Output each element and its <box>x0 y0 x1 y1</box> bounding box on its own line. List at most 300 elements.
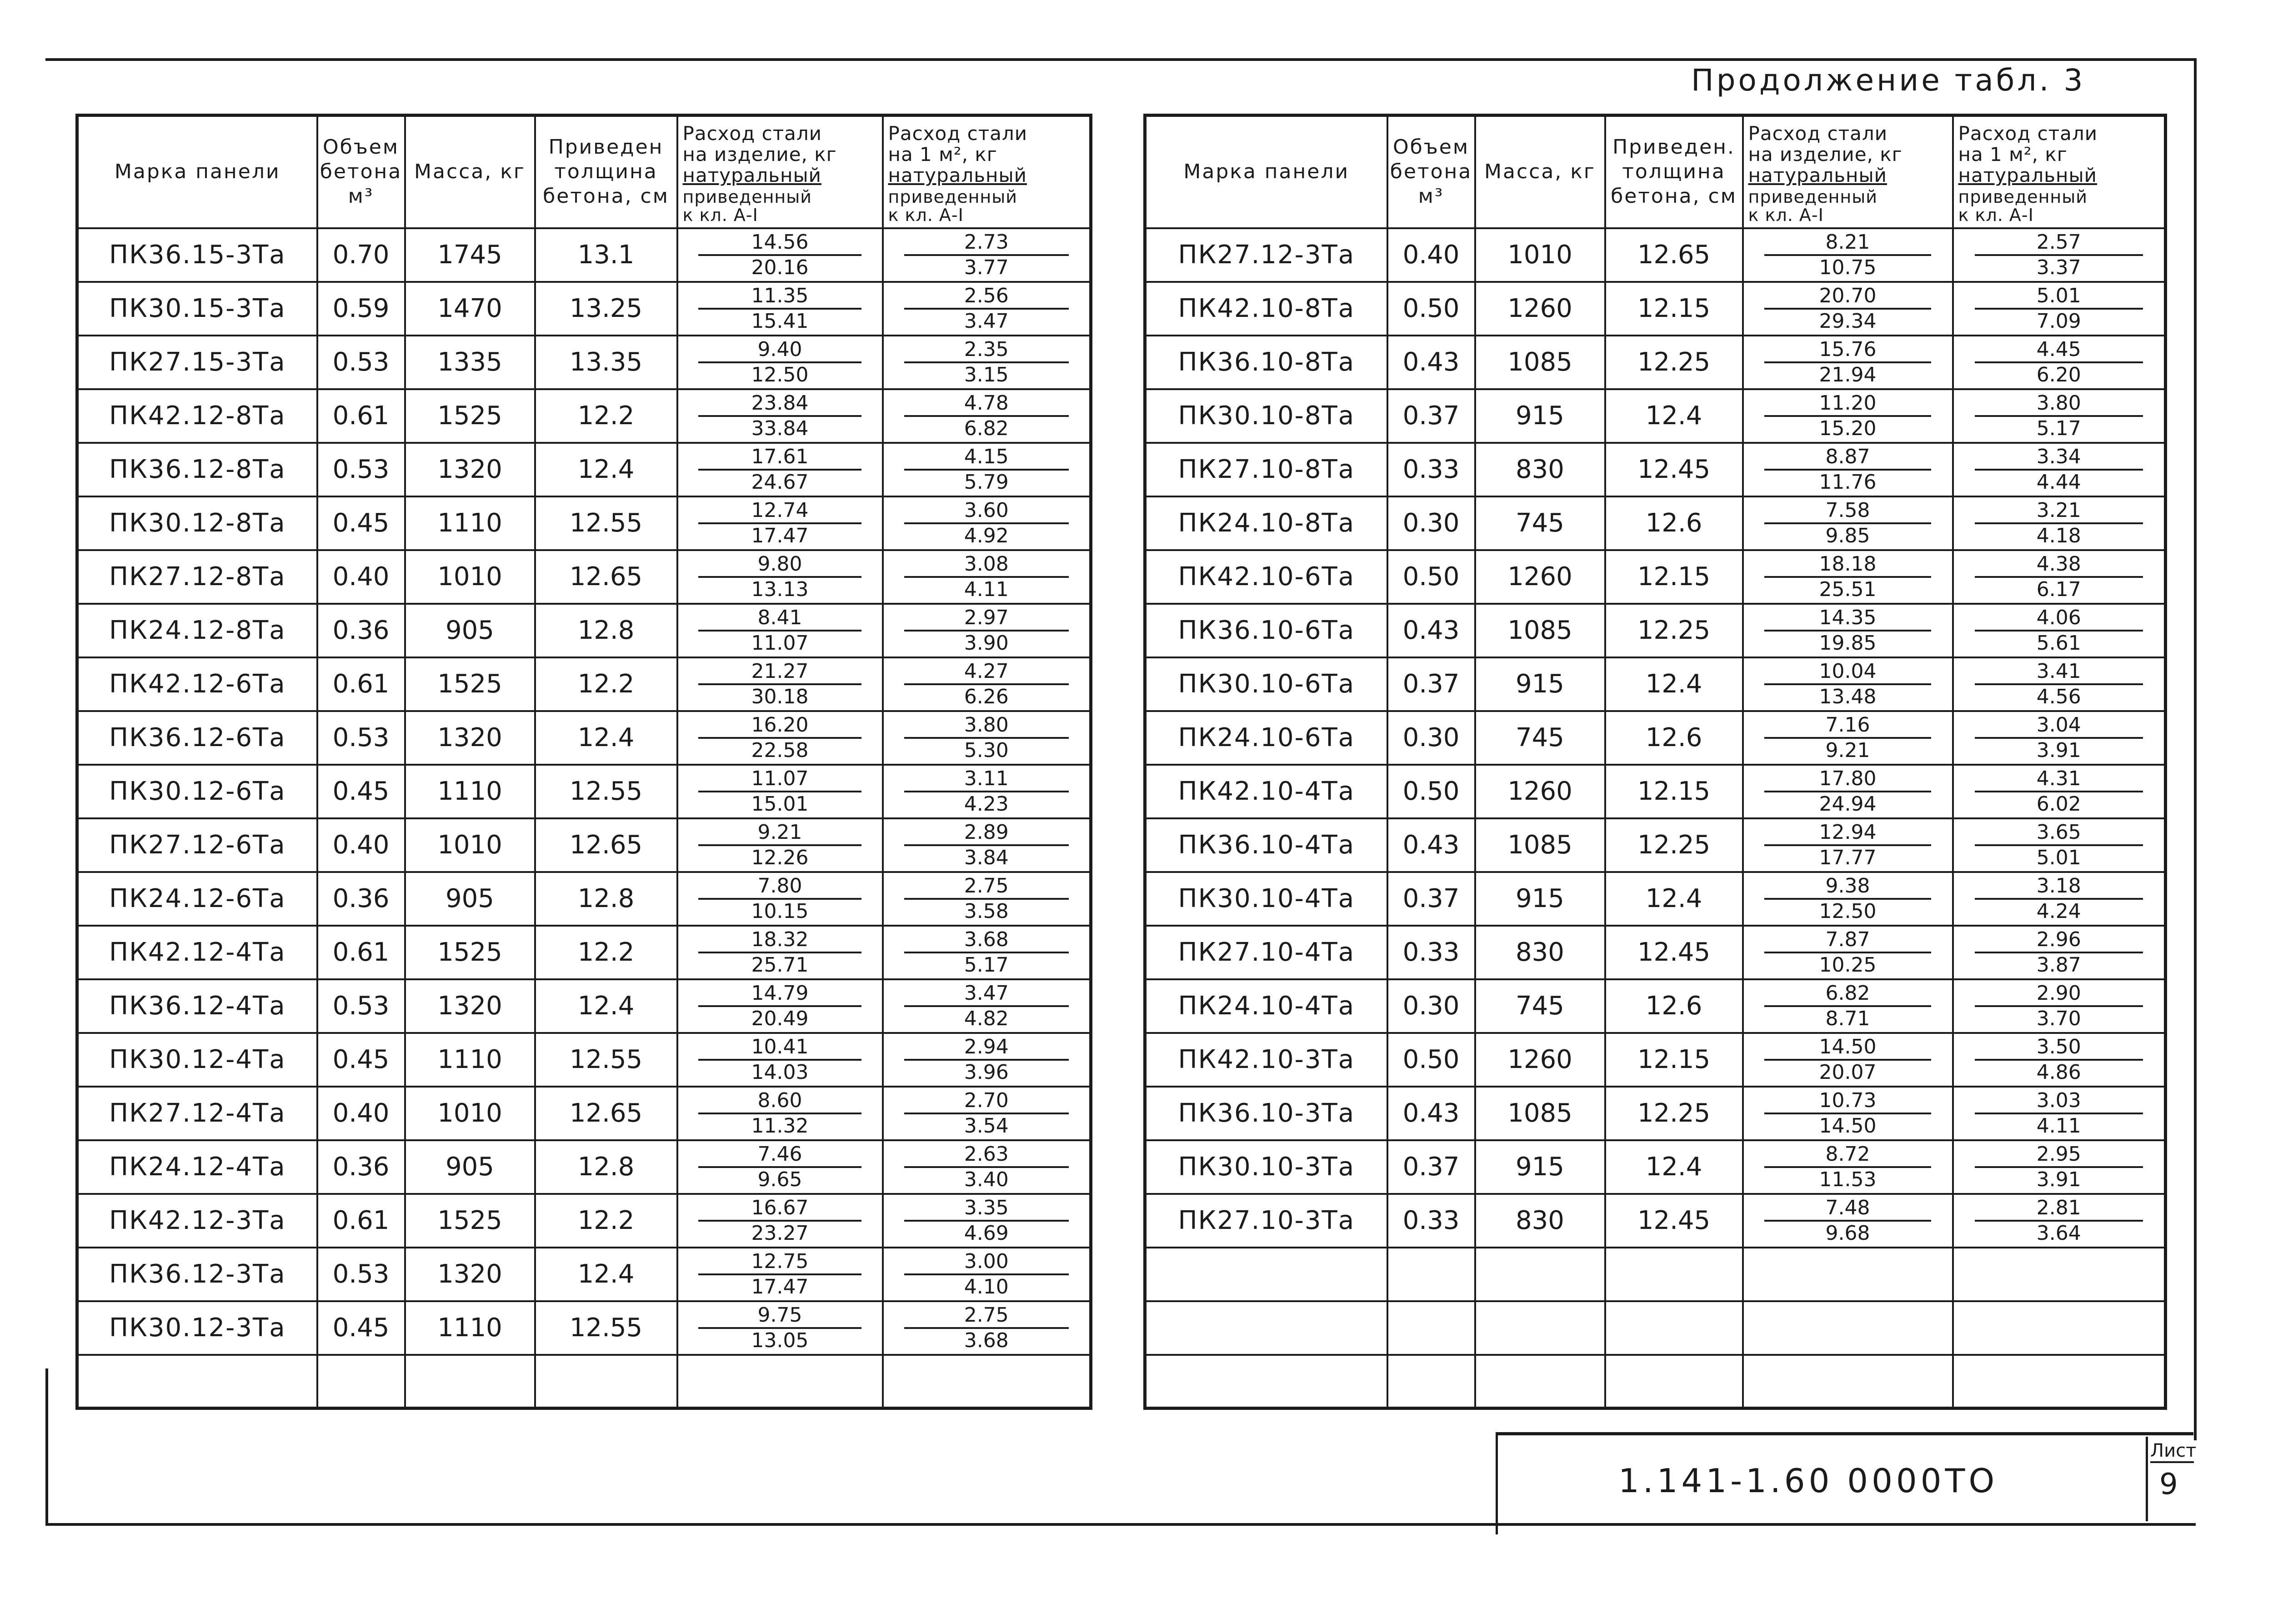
left-table-body <box>77 228 1091 1408</box>
concrete-volume: 0.61 <box>317 657 405 711</box>
steel-item-cell <box>677 765 883 818</box>
steel-item-fraction <box>1764 1089 1931 1138</box>
panel-mass: 745 <box>1475 711 1605 765</box>
steel-m2-cell <box>883 711 1091 765</box>
steel-m2-reduced: 6.82 <box>964 416 1009 440</box>
steel-item-fraction <box>1764 982 1931 1031</box>
concrete-volume: 0.50 <box>1387 765 1475 818</box>
panel-mark: ПК42.10-3Та <box>1145 1033 1387 1087</box>
table-caption: Продолжение табл. 3 <box>1691 63 2086 98</box>
steel-item-cell <box>1743 336 1953 389</box>
steel-item-cell <box>677 389 883 443</box>
steel-m2-fraction <box>1975 821 2143 870</box>
steel-m2-natural: 4.06 <box>1975 606 2143 632</box>
steel-m2-reduced: 5.17 <box>964 953 1009 977</box>
steel-item-natural: 18.32 <box>698 928 861 953</box>
steel-item-cell <box>677 657 883 711</box>
empty-cell <box>1475 1355 1605 1408</box>
panel-mass: 915 <box>1475 1140 1605 1194</box>
steel-m2-natural: 2.73 <box>904 231 1069 256</box>
steel-item-fraction <box>698 1089 861 1138</box>
steel-m2-natural: 2.89 <box>904 821 1069 846</box>
steel-m2-cell <box>883 765 1091 818</box>
panel-mark: ПК30.12-8Та <box>77 496 317 550</box>
panel-mass: 1110 <box>405 496 535 550</box>
steel-item-cell <box>1743 443 1953 496</box>
steel-m2-cell <box>883 604 1091 657</box>
panel-mass: 1010 <box>1475 228 1605 282</box>
reduced-thickness: 12.15 <box>1605 282 1743 336</box>
steel-item-reduced: 11.53 <box>1819 1168 1877 1191</box>
panel-mass: 830 <box>1475 443 1605 496</box>
steel-m2-cell <box>1953 765 2166 818</box>
empty-cell <box>405 1355 535 1408</box>
panel-mass: 1010 <box>405 550 535 604</box>
steel-item-cell <box>1743 496 1953 550</box>
header-volume: Объем бетона м³ <box>1387 115 1475 228</box>
steel-m2-fraction <box>1975 606 2143 655</box>
reduced-thickness: 12.4 <box>535 443 677 496</box>
panel-mass: 1335 <box>405 336 535 389</box>
steel-m2-reduced: 3.84 <box>964 846 1009 869</box>
steel-m2-reduced: 3.47 <box>964 309 1009 333</box>
steel-item-cell <box>1743 604 1953 657</box>
reduced-thickness: 12.4 <box>1605 657 1743 711</box>
steel-m2-reduced: 3.91 <box>2036 738 2081 762</box>
panel-mark: ПК27.10-3Та <box>1145 1194 1387 1248</box>
panel-mass: 915 <box>1475 872 1605 926</box>
steel-m2-cell <box>1953 604 2166 657</box>
concrete-volume: 0.40 <box>317 550 405 604</box>
steel-m2-reduced: 3.40 <box>964 1168 1009 1191</box>
right-table <box>1143 114 2167 1410</box>
concrete-volume: 0.50 <box>1387 550 1475 604</box>
steel-m2-cell <box>1953 336 2166 389</box>
steel-m2-fraction <box>904 767 1069 816</box>
steel-m2-cell <box>883 1087 1091 1140</box>
panel-mark: ПК30.12-4Та <box>77 1033 317 1087</box>
steel-m2-natural: 3.68 <box>904 928 1069 953</box>
panel-mass: 745 <box>1475 496 1605 550</box>
steel-m2-fraction <box>1975 1035 2143 1084</box>
steel-m2-cell <box>883 1248 1091 1301</box>
steel-m2-reduced: 3.77 <box>964 256 1009 279</box>
steel-m2-fraction <box>904 1035 1069 1084</box>
reduced-thickness: 12.2 <box>535 926 677 979</box>
steel-item-cell <box>677 228 883 282</box>
steel-item-natural: 10.04 <box>1764 660 1931 685</box>
steel-m2-natural: 5.01 <box>1975 284 2143 310</box>
steel-item-cell <box>677 604 883 657</box>
steel-item-reduced: 9.85 <box>1825 524 1870 547</box>
steel-item-natural: 7.80 <box>698 874 861 900</box>
steel-item-reduced: 24.94 <box>1819 792 1877 816</box>
panel-mark: ПК42.12-8Та <box>77 389 317 443</box>
panel-mass: 1470 <box>405 282 535 336</box>
steel-item-fraction <box>1764 928 1931 977</box>
steel-item-reduced: 10.75 <box>1819 256 1877 279</box>
steel-m2-cell <box>883 228 1091 282</box>
reduced-thickness: 12.4 <box>535 979 677 1033</box>
steel-item-natural: 21.27 <box>698 660 861 685</box>
panel-mark: ПК36.15-3Та <box>77 228 317 282</box>
reduced-thickness: 12.8 <box>535 1140 677 1194</box>
steel-m2-natural: 3.41 <box>1975 660 2143 685</box>
steel-item-fraction <box>1764 1196 1931 1245</box>
header-steel-item: Расход стали на изделие, кг натуральный приведенный к кл. А-I <box>1743 115 1953 228</box>
concrete-volume: 0.43 <box>1387 818 1475 872</box>
empty-cell <box>1953 1355 2166 1408</box>
reduced-thickness: 12.4 <box>535 711 677 765</box>
steel-item-reduced: 13.05 <box>751 1328 809 1352</box>
steel-m2-fraction <box>1975 660 2143 709</box>
steel-m2-natural: 4.78 <box>904 391 1069 417</box>
panel-mark: ПК24.10-8Та <box>1145 496 1387 550</box>
concrete-volume: 0.43 <box>1387 604 1475 657</box>
table-row <box>1145 872 2166 926</box>
steel-item-cell <box>677 818 883 872</box>
steel-item-reduced: 12.50 <box>1819 899 1877 923</box>
header-steel-m2: Расход стали на 1 м², кг натуральный приведенный к кл. А-I <box>883 115 1091 228</box>
steel-item-fraction <box>1764 552 1931 601</box>
concrete-volume: 0.33 <box>1387 443 1475 496</box>
empty-cell <box>1145 1355 1387 1408</box>
steel-item-fraction <box>1764 660 1931 709</box>
frame-right-line <box>2194 58 2197 1440</box>
panel-mark: ПК27.15-3Та <box>77 336 317 389</box>
reduced-thickness: 12.15 <box>1605 1033 1743 1087</box>
steel-m2-reduced: 5.17 <box>2036 416 2081 440</box>
panel-mark: ПК27.12-8Та <box>77 550 317 604</box>
panel-mass: 1525 <box>405 926 535 979</box>
steel-item-cell <box>1743 389 1953 443</box>
steel-m2-cell <box>883 657 1091 711</box>
steel-item-cell <box>1743 550 1953 604</box>
steel-item-cell <box>677 282 883 336</box>
left-table <box>75 114 1092 1410</box>
steel-m2-fraction <box>904 713 1069 762</box>
steel-m2-reduced: 3.58 <box>964 899 1009 923</box>
steel-m2-reduced: 5.01 <box>2036 846 2081 869</box>
steel-m2-natural: 2.81 <box>1975 1196 2143 1222</box>
concrete-volume: 0.53 <box>317 1248 405 1301</box>
panel-mass: 1010 <box>405 1087 535 1140</box>
steel-m2-reduced: 3.64 <box>2036 1221 2081 1245</box>
steel-item-cell <box>677 443 883 496</box>
steel-m2-cell <box>1953 657 2166 711</box>
table-row <box>1145 979 2166 1033</box>
table-row <box>1145 496 2166 550</box>
panel-mark: ПК42.10-8Та <box>1145 282 1387 336</box>
steel-m2-cell <box>1953 1087 2166 1140</box>
steel-item-reduced: 11.07 <box>751 631 809 655</box>
table-row <box>77 443 1091 496</box>
steel-m2-fraction <box>1975 1089 2143 1138</box>
document-code: 1.141-1.60 0000ТО <box>1618 1462 1998 1500</box>
steel-m2-reduced: 4.82 <box>964 1007 1009 1030</box>
steel-item-fraction <box>698 338 861 387</box>
reduced-thickness: 13.25 <box>535 282 677 336</box>
steel-item-fraction <box>1764 713 1931 762</box>
steel-m2-fraction <box>1975 713 2143 762</box>
steel-item-natural: 7.48 <box>1764 1196 1931 1222</box>
table-row <box>77 1248 1091 1301</box>
steel-m2-fraction <box>904 499 1069 548</box>
panel-mark: ПК30.12-6Та <box>77 765 317 818</box>
steel-item-fraction <box>698 1250 861 1299</box>
empty-row <box>1145 1355 2166 1408</box>
panel-mass: 745 <box>1475 979 1605 1033</box>
steel-item-natural: 14.79 <box>698 982 861 1007</box>
reduced-thickness: 13.1 <box>535 228 677 282</box>
steel-m2-cell <box>883 926 1091 979</box>
steel-m2-natural: 3.18 <box>1975 874 2143 900</box>
steel-item-cell <box>677 872 883 926</box>
steel-item-cell <box>1743 1194 1953 1248</box>
concrete-volume: 0.59 <box>317 282 405 336</box>
table-row <box>77 282 1091 336</box>
steel-m2-natural: 2.75 <box>904 874 1069 900</box>
reduced-thickness: 12.25 <box>1605 604 1743 657</box>
reduced-thickness: 12.65 <box>535 818 677 872</box>
steel-m2-cell <box>883 336 1091 389</box>
steel-item-cell <box>1743 818 1953 872</box>
concrete-volume: 0.61 <box>317 389 405 443</box>
steel-item-fraction <box>698 660 861 709</box>
empty-row <box>1145 1301 2166 1355</box>
table-row <box>77 604 1091 657</box>
steel-m2-fraction <box>1975 982 2143 1031</box>
steel-m2-reduced: 4.92 <box>964 524 1009 547</box>
reduced-thickness: 12.4 <box>1605 389 1743 443</box>
steel-m2-cell <box>1953 1194 2166 1248</box>
steel-m2-reduced: 7.09 <box>2036 309 2081 333</box>
steel-m2-reduced: 6.20 <box>2036 363 2081 386</box>
concrete-volume: 0.61 <box>317 926 405 979</box>
steel-m2-natural: 4.38 <box>1975 552 2143 578</box>
empty-cell <box>1475 1301 1605 1355</box>
table-row <box>77 818 1091 872</box>
panel-mark: ПК30.10-4Та <box>1145 872 1387 926</box>
steel-item-natural: 16.67 <box>698 1196 861 1222</box>
panel-mass: 1260 <box>1475 765 1605 818</box>
steel-m2-cell <box>883 1194 1091 1248</box>
steel-item-natural: 6.82 <box>1764 982 1931 1007</box>
steel-item-cell <box>1743 711 1953 765</box>
reduced-thickness: 12.15 <box>1605 550 1743 604</box>
steel-item-cell <box>1743 1087 1953 1140</box>
steel-m2-natural: 2.90 <box>1975 982 2143 1007</box>
steel-item-natural: 18.18 <box>1764 552 1931 578</box>
reduced-thickness: 12.6 <box>1605 711 1743 765</box>
reduced-thickness: 12.25 <box>1605 1087 1743 1140</box>
steel-m2-fraction <box>1975 552 2143 601</box>
steel-item-reduced: 14.03 <box>751 1060 809 1084</box>
steel-item-reduced: 17.47 <box>751 1275 809 1298</box>
steel-m2-natural: 4.31 <box>1975 767 2143 792</box>
table-row <box>1145 228 2166 282</box>
header-mark: Марка панели <box>77 115 317 228</box>
steel-m2-fraction <box>1975 874 2143 923</box>
concrete-volume: 0.61 <box>317 1194 405 1248</box>
steel-item-reduced: 21.94 <box>1819 363 1877 386</box>
steel-m2-reduced: 3.68 <box>964 1328 1009 1352</box>
steel-item-fraction <box>698 874 861 923</box>
steel-item-fraction <box>698 1303 861 1353</box>
steel-m2-reduced: 3.90 <box>964 631 1009 655</box>
reduced-thickness: 12.55 <box>535 1033 677 1087</box>
concrete-volume: 0.50 <box>1387 1033 1475 1087</box>
concrete-volume: 0.37 <box>1387 872 1475 926</box>
empty-cell <box>1145 1301 1387 1355</box>
steel-m2-cell <box>1953 443 2166 496</box>
steel-item-reduced: 17.47 <box>751 524 809 547</box>
table-row <box>77 1194 1091 1248</box>
right-table-body <box>1145 228 2166 1408</box>
steel-m2-natural: 2.70 <box>904 1089 1069 1114</box>
concrete-volume: 0.36 <box>317 604 405 657</box>
steel-item-reduced: 12.50 <box>751 363 809 386</box>
steel-item-cell <box>677 1301 883 1355</box>
steel-item-reduced: 11.76 <box>1819 470 1877 494</box>
steel-m2-fraction <box>1975 1196 2143 1245</box>
steel-item-natural: 10.73 <box>1764 1089 1931 1114</box>
steel-m2-reduced: 5.61 <box>2036 631 2081 655</box>
steel-m2-reduced: 5.30 <box>964 738 1009 762</box>
steel-m2-reduced: 4.11 <box>964 577 1009 601</box>
steel-item-cell <box>677 1033 883 1087</box>
steel-item-fraction <box>698 821 861 870</box>
reduced-thickness: 12.2 <box>535 1194 677 1248</box>
steel-m2-cell <box>1953 979 2166 1033</box>
reduced-thickness: 12.65 <box>535 550 677 604</box>
steel-item-fraction <box>1764 1143 1931 1192</box>
table-row <box>1145 1033 2166 1087</box>
steel-item-reduced: 20.49 <box>751 1007 809 1030</box>
steel-item-reduced: 12.26 <box>751 846 809 869</box>
panel-mass: 1110 <box>405 765 535 818</box>
table-row <box>1145 1087 2166 1140</box>
reduced-thickness: 12.4 <box>1605 1140 1743 1194</box>
table-row <box>1145 818 2166 872</box>
panel-mark: ПК24.12-8Та <box>77 604 317 657</box>
steel-item-natural: 9.40 <box>698 338 861 363</box>
panel-mass: 1260 <box>1475 1033 1605 1087</box>
table-row <box>77 1140 1091 1194</box>
reduced-thickness: 13.35 <box>535 336 677 389</box>
reduced-thickness: 12.55 <box>535 765 677 818</box>
concrete-volume: 0.43 <box>1387 336 1475 389</box>
steel-item-reduced: 24.67 <box>751 470 809 494</box>
table-row <box>1145 336 2166 389</box>
empty-cell <box>535 1355 677 1408</box>
steel-m2-natural: 4.15 <box>904 445 1069 471</box>
panel-mark: ПК30.10-8Та <box>1145 389 1387 443</box>
steel-m2-natural: 3.35 <box>904 1196 1069 1222</box>
table-row <box>77 389 1091 443</box>
steel-m2-fraction <box>904 445 1069 494</box>
reduced-thickness: 12.2 <box>535 657 677 711</box>
steel-item-natural: 23.84 <box>698 391 861 417</box>
reduced-thickness: 12.55 <box>535 496 677 550</box>
left-header-row <box>77 115 1091 228</box>
steel-m2-reduced: 4.86 <box>2036 1060 2081 1084</box>
steel-item-fraction <box>1764 606 1931 655</box>
panel-mass: 1010 <box>405 818 535 872</box>
table-row <box>77 926 1091 979</box>
concrete-volume: 0.37 <box>1387 657 1475 711</box>
panel-mass: 905 <box>405 1140 535 1194</box>
steel-item-fraction <box>698 499 861 548</box>
steel-item-reduced: 10.15 <box>751 899 809 923</box>
panel-mark: ПК36.12-4Та <box>77 979 317 1033</box>
concrete-volume: 0.40 <box>317 818 405 872</box>
steel-item-natural: 7.46 <box>698 1143 861 1168</box>
empty-cell <box>1605 1301 1743 1355</box>
reduced-thickness: 12.4 <box>535 1248 677 1301</box>
steel-item-fraction <box>1764 391 1931 441</box>
table-row <box>1145 926 2166 979</box>
table-row <box>1145 550 2166 604</box>
steel-item-fraction <box>698 1035 861 1084</box>
panel-mass: 905 <box>405 604 535 657</box>
panel-mark: ПК24.12-4Та <box>77 1140 317 1194</box>
steel-m2-reduced: 4.10 <box>964 1275 1009 1298</box>
panel-mark: ПК27.12-6Та <box>77 818 317 872</box>
steel-item-fraction <box>1764 284 1931 333</box>
steel-item-fraction <box>698 391 861 441</box>
steel-item-cell <box>677 336 883 389</box>
steel-item-reduced: 20.16 <box>751 256 809 279</box>
panel-mark: ПК27.10-8Та <box>1145 443 1387 496</box>
table-row <box>1145 657 2166 711</box>
steel-item-reduced: 33.84 <box>751 416 809 440</box>
steel-item-fraction <box>698 713 861 762</box>
steel-m2-fraction <box>904 284 1069 333</box>
steel-item-reduced: 25.51 <box>1819 577 1877 601</box>
table-row <box>1145 711 2166 765</box>
concrete-volume: 0.37 <box>1387 389 1475 443</box>
steel-item-reduced: 22.58 <box>751 738 809 762</box>
steel-m2-natural: 2.94 <box>904 1035 1069 1061</box>
steel-item-reduced: 13.48 <box>1819 685 1877 708</box>
concrete-volume: 0.36 <box>317 872 405 926</box>
panel-mark: ПК30.12-3Та <box>77 1301 317 1355</box>
steel-m2-reduced: 5.79 <box>964 470 1009 494</box>
header-steel-item: Расход стали на изделие, кг натуральный приведенный к кл. А-I <box>677 115 883 228</box>
steel-m2-natural: 3.80 <box>904 713 1069 739</box>
reduced-thickness: 12.15 <box>1605 765 1743 818</box>
steel-m2-reduced: 3.37 <box>2036 256 2081 279</box>
steel-item-natural: 14.50 <box>1764 1035 1931 1061</box>
steel-m2-fraction <box>904 1303 1069 1353</box>
steel-m2-cell <box>1953 872 2166 926</box>
steel-m2-reduced: 4.23 <box>964 792 1009 816</box>
steel-m2-fraction <box>904 231 1069 280</box>
panel-mass: 1525 <box>405 657 535 711</box>
steel-m2-fraction <box>1975 928 2143 977</box>
steel-m2-cell <box>883 1301 1091 1355</box>
panel-mass: 1085 <box>1475 1087 1605 1140</box>
panel-mass: 1320 <box>405 443 535 496</box>
empty-cell <box>883 1355 1091 1408</box>
sheet-number: 9 <box>2159 1468 2178 1501</box>
steel-m2-cell <box>1953 711 2166 765</box>
header-steel-m2: Расход стали на 1 м², кг натуральный приведенный к кл. А-I <box>1953 115 2166 228</box>
steel-item-cell <box>677 550 883 604</box>
panel-mark: ПК42.12-6Та <box>77 657 317 711</box>
steel-item-cell <box>677 1248 883 1301</box>
